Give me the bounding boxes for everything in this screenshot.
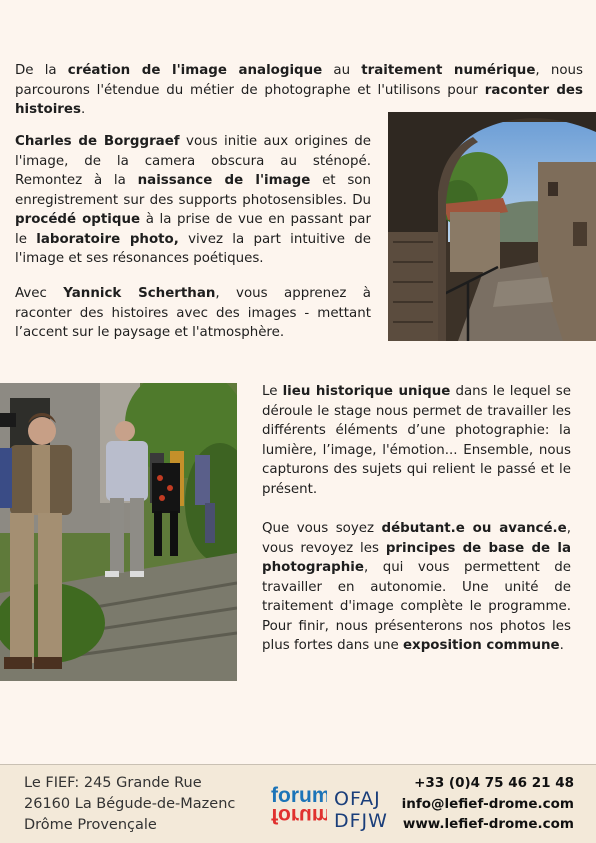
address-block: [24, 773, 235, 836]
forum-logo-bottom-text: forum: [271, 804, 327, 827]
footer: [0, 764, 596, 843]
address-line-3: Drôme Provençale: [24, 817, 157, 833]
niveau-paragraph: Que vous soyez débutant.e ou avancé.e, vous revoyez les principes de base de la photographie, qui vous permettent de travailler en autonomie. Une unité de traitement d'image complète le programme. Pour finir, nous présenterons nos photos les plus fortes dans une exposition commune.: [262, 521, 571, 653]
forum-logo: [271, 781, 327, 829]
dfjw-logo-text: DFJW: [334, 810, 388, 831]
phone-number[interactable]: +33 (0)4 75 46 21 48: [414, 775, 574, 791]
borggraef-paragraph: Charles de Borggraef vous initie aux origines de l'image, de la camera obscura au sténopé. Remontez à la naissance de l'image et son enregistrement sur des supports photosensibles. Du procédé optique à la prise de vue en passant par le laboratoire photo, vivez la part intuitive de l'image et ses résonances poétiques.: [15, 134, 371, 266]
address-line-1: Le FIEF: 245 Grande Rue: [24, 775, 202, 791]
contact-block: [402, 773, 574, 835]
intro-paragraph: De la création de l'image analogique au traitement numérique, nous parcourons l'étendue du métier de photographe et l'utilisons pour raconter des histoires.: [15, 63, 583, 117]
scherthan-paragraph: Avec Yannick Scherthan, vous apprenez à raconter des histoires avec des images - mettant l’accent sur le paysage et l'atmosphère.: [15, 286, 371, 340]
lieu-paragraph: Le lieu historique unique dans le lequel se déroule le stage nous permet de travailler les différents éléments d’une photographie: la lumière, l’image, l'émotion... Ensemble, nous capturons des sujets qui relient le passé et le présent.: [262, 384, 572, 497]
address-line-2: 26160 La Bégude-de-Mazenc: [24, 796, 236, 812]
website-link[interactable]: www.lefief-drome.com: [402, 816, 574, 832]
stone-arch-alley-photo: [388, 112, 596, 341]
ofaj-logo-text: OFAJ: [334, 788, 381, 810]
photographers-group-photo: [0, 383, 237, 681]
ofaj-logo: [332, 785, 394, 831]
forum-logo-top-text: forum: [271, 784, 327, 807]
email-link[interactable]: info@lefief-drome.com: [401, 795, 574, 812]
